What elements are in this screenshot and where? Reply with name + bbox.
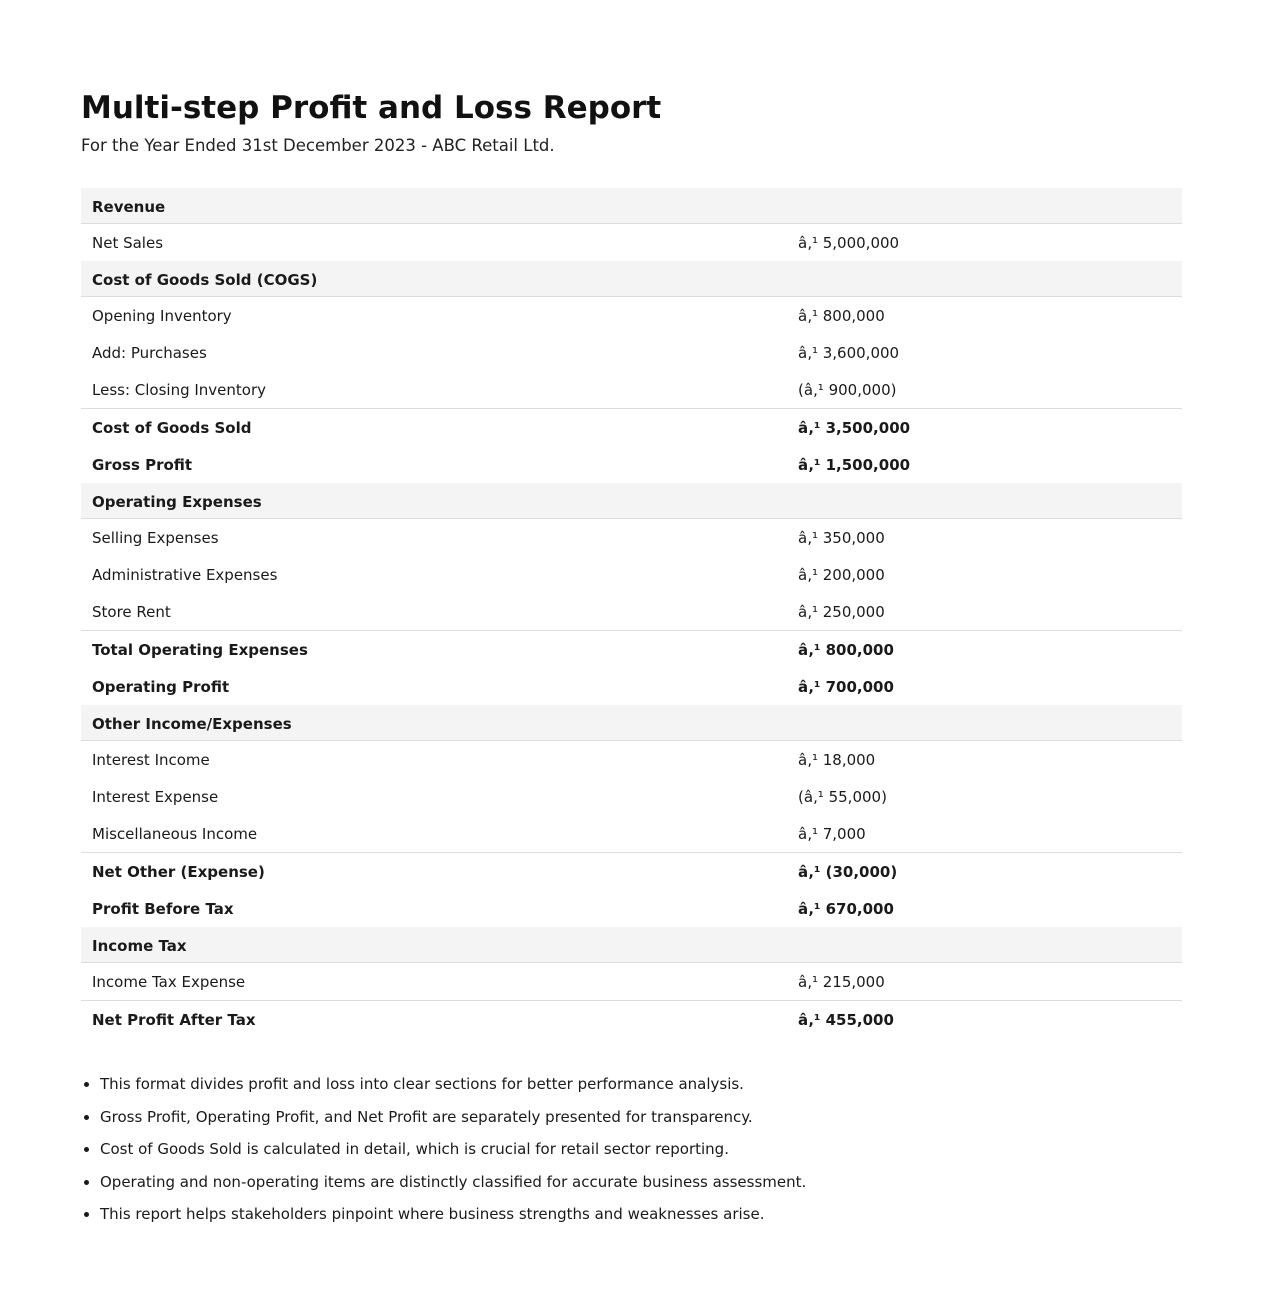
row-amount: â‚¹ 5,000,000 — [798, 233, 900, 252]
list-item: • This report helps stakeholders pinpoint where business strengths and weaknesses arise. — [100, 1204, 1182, 1224]
row-label: Add: Purchases — [92, 343, 207, 362]
row-label: Store Rent — [92, 602, 171, 621]
table-row-closing-inventory — [81, 371, 1182, 409]
row-label: Less: Closing Inventory — [92, 380, 267, 399]
section-title: Operating Expenses — [81, 483, 787, 519]
table-row-gross-profit — [81, 446, 1182, 483]
section-header-operating-expenses — [81, 483, 1182, 519]
table-row-store-rent — [81, 593, 1182, 631]
row-label: Interest Income — [92, 750, 210, 769]
row-amount: â‚¹ (30,000) — [787, 853, 1182, 891]
notes-list — [81, 1074, 1182, 1224]
row-amount: â‚¹ 800,000 — [798, 306, 885, 325]
row-label: Profit Before Tax — [92, 899, 234, 918]
table-row-administrative-expenses — [81, 556, 1182, 593]
row-label: Selling Expenses — [92, 528, 219, 547]
row-label: Total Operating Expenses — [81, 631, 787, 669]
row-amount: â‚¹ 250,000 — [798, 602, 885, 621]
row-amount: â‚¹ 3,500,000 — [787, 409, 1182, 447]
row-amount: â‚¹ 18,000 — [798, 750, 876, 769]
row-amount: (â‚¹ 55,000) — [798, 787, 887, 806]
section-header-other-income — [81, 705, 1182, 741]
list-item: • This format divides profit and loss into clear sections for better performance analysis. — [100, 1074, 1182, 1094]
row-label: Opening Inventory — [92, 306, 232, 325]
row-amount: (â‚¹ 900,000) — [798, 380, 897, 399]
profit-loss-table — [81, 188, 1182, 1038]
section-header-revenue — [81, 188, 1182, 224]
table-row-net-profit-after-tax — [81, 1001, 1182, 1039]
row-label: Net Other (Expense) — [81, 853, 787, 891]
row-label: Net Profit After Tax — [81, 1001, 787, 1039]
table-row-net-other — [81, 853, 1182, 891]
row-label: Income Tax Expense — [92, 972, 246, 991]
row-amount: â‚¹ 700,000 — [798, 677, 894, 696]
row-amount: â‚¹ 670,000 — [798, 899, 894, 918]
section-title: Cost of Goods Sold (COGS) — [81, 261, 787, 297]
section-title: Income Tax — [81, 927, 787, 963]
list-item: • Cost of Goods Sold is calculated in detail, which is crucial for retail sector reporting. — [100, 1139, 1182, 1159]
list-item: • Gross Profit, Operating Profit, and Net Profit are separately presented for transparency. — [100, 1107, 1182, 1127]
list-item: • Operating and non-operating items are distinctly classified for accurate business assessment. — [100, 1172, 1182, 1192]
row-amount: â‚¹ 455,000 — [787, 1001, 1182, 1039]
table-row-selling-expenses — [81, 519, 1182, 557]
row-label: Operating Profit — [92, 677, 230, 696]
row-amount: â‚¹ 800,000 — [787, 631, 1182, 669]
row-amount: â‚¹ 200,000 — [798, 565, 885, 584]
row-label: Cost of Goods Sold — [81, 409, 787, 447]
section-header-cogs — [81, 261, 1182, 297]
row-label: Administrative Expenses — [92, 565, 278, 584]
row-label: Miscellaneous Income — [92, 824, 258, 843]
page-subtitle: For the Year Ended 31st December 2023 - ABC Retail Ltd. — [81, 136, 555, 155]
table-row-opening-inventory — [81, 297, 1182, 335]
row-label: Net Sales — [92, 233, 164, 252]
section-title: Other Income/Expenses — [81, 705, 787, 741]
table-row-net-sales — [81, 224, 1182, 262]
row-amount: â‚¹ 3,600,000 — [798, 343, 900, 362]
table-row-cogs-total — [81, 409, 1182, 447]
table-row-interest-income — [81, 741, 1182, 779]
row-amount: â‚¹ 350,000 — [798, 528, 885, 547]
table-row-total-operating-expenses — [81, 631, 1182, 669]
table-row-interest-expense — [81, 778, 1182, 815]
section-title: Revenue — [81, 188, 787, 224]
table-row-purchases — [81, 334, 1182, 371]
section-header-income-tax — [81, 927, 1182, 963]
page-title: Multi-step Profit and Loss Report — [81, 90, 662, 126]
row-amount: â‚¹ 1,500,000 — [798, 455, 911, 474]
table-row-income-tax-expense — [81, 963, 1182, 1001]
table-row-profit-before-tax — [81, 890, 1182, 927]
table-row-miscellaneous-income — [81, 815, 1182, 853]
row-label: Gross Profit — [92, 455, 193, 474]
row-amount: â‚¹ 215,000 — [798, 972, 885, 991]
table-row-operating-profit — [81, 668, 1182, 705]
row-amount: â‚¹ 7,000 — [798, 824, 866, 843]
row-label: Interest Expense — [92, 787, 219, 806]
